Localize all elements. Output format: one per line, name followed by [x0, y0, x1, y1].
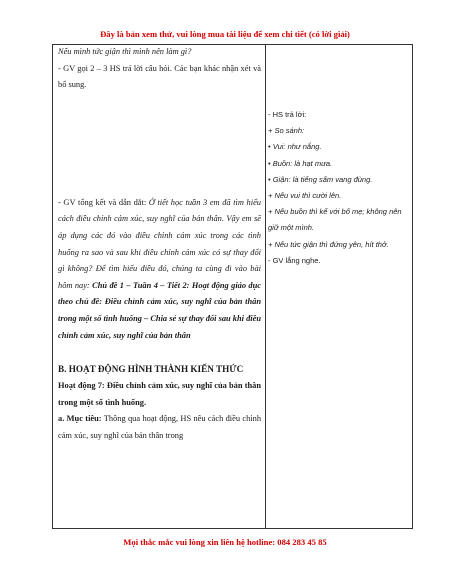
activity-heading: Hoạt động 7: Điều chỉnh cảm xúc, suy nghĩ của bản thân trong một số tình huống. — [58, 381, 261, 407]
column-divider — [265, 44, 266, 529]
question-text: Nếu mình tức giận thì mình nên làm gì? — [58, 47, 192, 56]
preview-banner: Đây là bản xem thử, vui lòng mua tài liệu để xem chi tiết (có lời giải) — [100, 29, 350, 39]
section-heading: B. HOẠT ĐỘNG HÌNH THÀNH KIẾN THỨC — [58, 364, 244, 375]
teacher-instruction-2 — [58, 195, 261, 344]
student-line: • Vui: như nắng. — [268, 142, 322, 152]
goal-text: Thông qua hoạt động, HS nêu cách điều chỉnh cảm xúc, suy nghĩ của bản thân trong — [58, 414, 262, 440]
student-line: + Nếu buồn thì kể với bố mẹ; không nên giữ một mình. — [268, 207, 402, 233]
goal-paragraph — [58, 411, 261, 444]
goal-label: a. Mục tiêu: — [58, 414, 102, 424]
student-line: + So sánh: — [268, 126, 305, 136]
instruction-italic: Ở tiết học tuần 3 em đã tìm hiểu cách điều chỉnh cảm xúc, suy nghĩ của bản thân. Vậy em sẽ áp dụng các đó vào điều chỉnh cảm xúc trong các tình huống ra sao và sau khi điều chỉnh cảm xúc có sự thay đổi gì không? Để tìm hiểu điều đó, chúng ta cùng đi vào bài hôm nay: — [58, 197, 261, 290]
student-line: • Giận: là tiếng sấm vang đùng. — [268, 174, 373, 184]
student-line: - HS trả lời: — [268, 110, 307, 119]
lesson-title: Chủ đề 1 – Tuần 4 – Tiết 2: Hoạt động giáo dục theo chủ đề: Điều chỉnh cảm xúc, suy nghĩ của bản thân trong một số tình huống – Chia sẻ sự thay đổi sau khi điều chỉnh cảm xúc, suy nghĩ của bản thân — [58, 280, 261, 340]
hotline-banner: Mọi thắc mắc vui lòng xin liên hệ hotline: 084 283 45 85 — [123, 537, 327, 547]
student-line: + Nếu tức giận thì đứng yên, hít thở. — [268, 239, 389, 249]
instruction-prefix: - GV tổng kết và dẫn dắt: — [58, 197, 149, 207]
student-line: • Buồn: là hạt mưa. — [268, 158, 333, 168]
student-column — [268, 107, 411, 269]
teacher-instruction-1: - GV gọi 2 – 3 HS trả lời câu hỏi. Các bạn khác nhận xét và bổ sung. — [58, 63, 261, 90]
student-line: - GV lắng nghe. — [268, 255, 321, 265]
student-line: + Nếu vui thì cười lên. — [268, 191, 342, 201]
teacher-column — [58, 44, 261, 445]
